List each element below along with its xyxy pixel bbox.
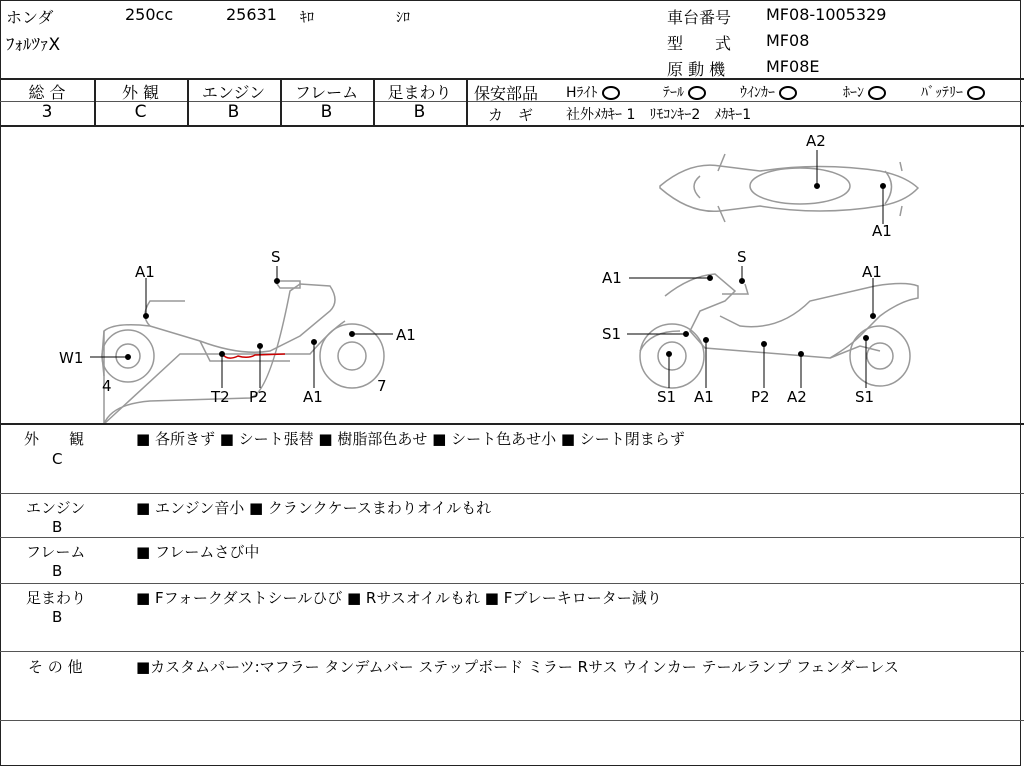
remark-other-text: ■カスタムパーツ:マフラー タンデムバー ステップボード ミラー Rサス ウインカー テールランプ フェンダーレス (136, 658, 899, 676)
right-label-a1-bottom: A1 (694, 388, 714, 406)
safety-item-headlight-label: Hﾗｲﾄ (566, 85, 598, 101)
safety-item-battery-label: ﾊﾞｯﾃﾘｰ (921, 85, 963, 101)
engine-value: MF08E (766, 57, 820, 76)
mileage-unit: ｷﾛ (300, 10, 314, 26)
grade-value-overall: 3 (41, 102, 53, 122)
grade-header-exterior: 外 観 (121, 83, 160, 102)
ok-circle-icon (967, 86, 985, 100)
left-label-7: 7 (377, 377, 387, 395)
remark-other-label: そ の 他 (28, 658, 83, 676)
ok-circle-icon (868, 86, 886, 100)
grade-value-engine: B (227, 102, 240, 122)
key-text: 社外ﾒｶｷｰ 1 ﾘﾓｺﾝｷｰ2 ﾒｶｷｰ1 (566, 107, 752, 123)
safety-item-tail (663, 82, 706, 102)
right-label-a2: A2 (787, 388, 807, 406)
remarks-top-line (0, 423, 1024, 425)
safety-item-winker (740, 82, 797, 102)
remark-exterior-grade: C (52, 450, 63, 468)
right-label-a1-front: A1 (602, 269, 622, 287)
grade-value-frame: B (320, 102, 333, 122)
ok-circle-icon (688, 86, 706, 100)
grade-header-frame: フレーム (294, 83, 359, 102)
right-scooter-drawing (640, 274, 918, 388)
remarks-line-2 (0, 537, 1024, 538)
remark-engine-text: ■ エンジン音小 ■ クランクケースまわりオイルもれ (136, 499, 492, 517)
model-name: ﾌｫﾙﾂｧX (6, 35, 61, 55)
top-label-a1: A1 (872, 222, 892, 240)
frame-no-label: 車台番号 (667, 8, 732, 27)
right-label-s: S (737, 248, 747, 266)
right-label-a1-rear: A1 (862, 263, 882, 281)
left-label-a1-top: A1 (135, 263, 155, 281)
grade-header-engine: エンジン (201, 83, 266, 102)
safety-item-tail-label: ﾃｰﾙ (663, 85, 684, 101)
left-label-t2: T2 (211, 388, 230, 406)
type-label: 型 式 (667, 34, 732, 53)
maker: ホンダ (6, 8, 54, 27)
color: ｼﾛ (396, 10, 410, 26)
frame-no: MF08-1005329 (766, 5, 887, 24)
safety-item-battery (921, 82, 985, 102)
right-label-p2: P2 (751, 388, 770, 406)
remark-suspension-text: ■ Fフォークダストシールひび ■ Rサスオイルもれ ■ Fブレーキローター減り (136, 589, 662, 607)
ok-circle-icon (602, 86, 620, 100)
left-label-s: S (271, 248, 281, 266)
remark-exterior-label: 外 観 (24, 430, 85, 448)
left-label-p2: P2 (249, 388, 268, 406)
right-label-s1-rear: S1 (855, 388, 875, 406)
remarks-line-1 (0, 493, 1024, 494)
remark-frame-grade: B (52, 562, 63, 580)
safety-item-horn (843, 82, 886, 102)
key-label: カ ギ (488, 106, 534, 124)
left-label-4: 4 (102, 377, 112, 395)
grade-header-overall: 総 合 (28, 83, 66, 102)
left-scooter-drawing (102, 281, 384, 424)
remark-engine-grade: B (52, 518, 63, 536)
remark-engine-label: エンジン (26, 499, 86, 517)
safety-item-winker-label: ｳｲﾝｶｰ (740, 85, 775, 101)
right-label-s1-front: S1 (602, 325, 622, 343)
type-value: MF08 (766, 31, 810, 50)
remark-suspension-label: 足まわり (26, 589, 87, 607)
damage-diagram (0, 126, 1024, 426)
remarks-line-5 (0, 720, 1024, 721)
left-label-a1-bottom: A1 (303, 388, 323, 406)
remark-suspension-grade: B (52, 608, 63, 626)
engine-label: 原 動 機 (667, 60, 726, 79)
remark-frame-text: ■ フレームさび中 (136, 543, 260, 561)
grade-header-suspension: 足まわり (387, 83, 452, 102)
grade-value-suspension: B (413, 102, 426, 122)
top-scooter-drawing (660, 154, 918, 222)
remarks-line-3 (0, 583, 1024, 584)
top-label-a2: A2 (806, 132, 826, 150)
remarks-line-4 (0, 651, 1024, 652)
ok-circle-icon (779, 86, 797, 100)
mileage: 25631 (226, 5, 277, 24)
safety-item-horn-label: ﾎｰﾝ (843, 85, 864, 101)
grade-divider-5 (466, 78, 468, 125)
remark-exterior-text: ■ 各所きず ■ シート張替 ■ 樹脂部色あせ ■ シート色あせ小 ■ シート閉まらず (136, 430, 685, 448)
grade-value-exterior: C (134, 102, 147, 122)
left-label-a1-right: A1 (396, 326, 416, 344)
right-label-s1-bottom: S1 (657, 388, 677, 406)
displacement: 250cc (125, 5, 174, 24)
safety-label: 保安部品 (474, 84, 539, 103)
remark-frame-label: フレーム (26, 543, 86, 561)
left-label-w1: W1 (59, 349, 84, 367)
safety-item-headlight (566, 82, 620, 102)
